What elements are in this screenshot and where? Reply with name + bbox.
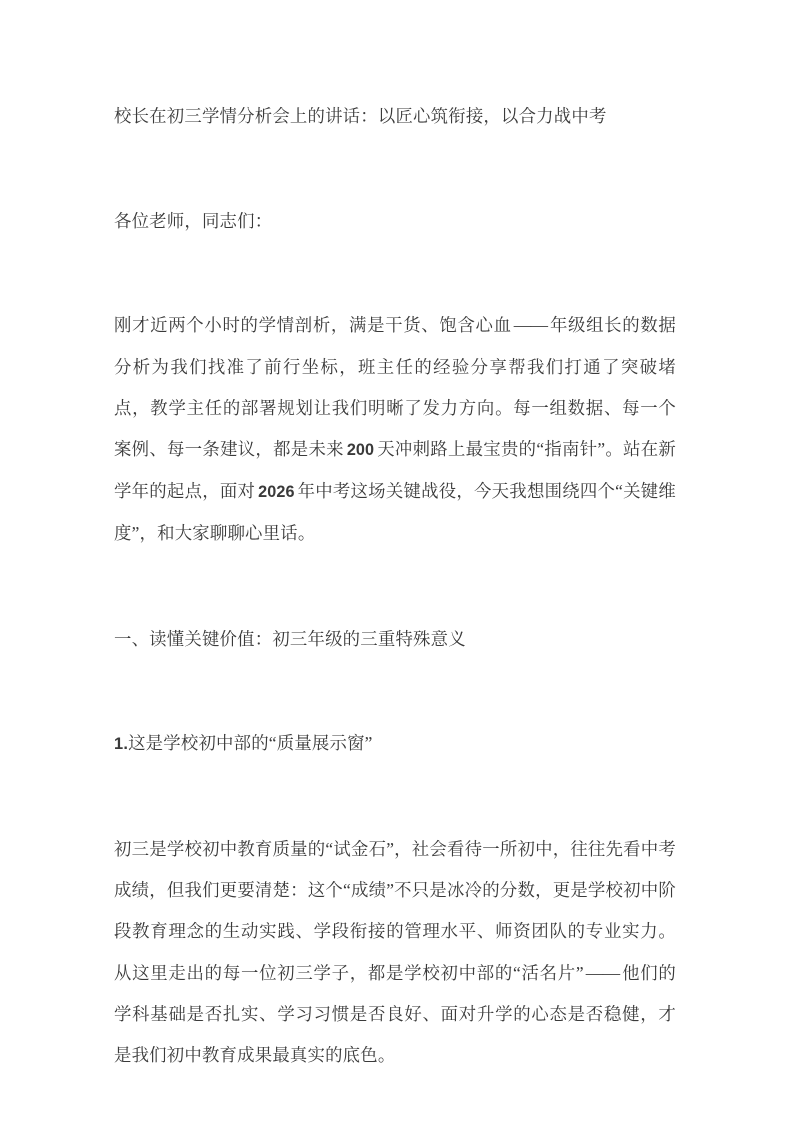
paragraph-opening [114, 305, 676, 554]
em-dash: —— [513, 315, 548, 336]
document-body [114, 96, 676, 1076]
section-heading-one: 一、读懂关键价值：初三年级的三重特殊意义 [114, 628, 466, 649]
paragraph-opening-text-2: 年级组长的数据分析为我们找准了前行坐标，班主任的经验分享帮我们打通了突破堵点，教学主任的部署规划让我们明晰了发力方向。每一组数据、每一个案例、每一条建议，都是未来 [114, 315, 677, 460]
document-title: 校长在初三学情分析会上的讲话：以匠心筑衔接，以合力战中考 [114, 106, 607, 126]
paragraph-opening-text-1: 刚才近两个小时的学情剖析，满是干货、饱含心血 [114, 315, 512, 336]
subsection-heading-text: 这是学校初中部的“质量展示窗” [128, 732, 373, 753]
list-marker: 1. [114, 734, 129, 753]
em-dash: —— [585, 962, 620, 983]
paragraph-quality-window-text-1: 初三是学校初中教育质量的“试金石”，社会看待一所初中，往往先看中考成绩，但我们更要清楚：这个“成绩”不只是冰冷的分数，更是学校初中阶段教育理念的生动实践、学段衔接的管理水平、师资团队的专业实力。从这里走出的每一位初三学子，都是学校初中部的“活名片” [114, 839, 676, 983]
countdown-days-number: 200 [346, 441, 375, 460]
salutation: 各位老师，同志们： [114, 211, 273, 232]
paragraph-quality-window-text-2: 他们的学科基础是否扎实、学习习惯是否良好、面对升学的心态是否稳健，才是我们初中教育成果最真实的底色。 [114, 962, 676, 1066]
exam-year-number: 2026 [258, 483, 295, 502]
paragraph-opening-text-3: 天冲刺路上最宝贵的“指南针”。站在新学年的起点，面对 [114, 439, 676, 502]
paragraph-opening-text-4: 年中考这场关键战役，今天我想围绕四个“关键维度”，和大家聊聊心里话。 [114, 481, 676, 544]
subsection-heading-one [114, 723, 676, 765]
paragraph-quality-window [114, 829, 676, 1076]
